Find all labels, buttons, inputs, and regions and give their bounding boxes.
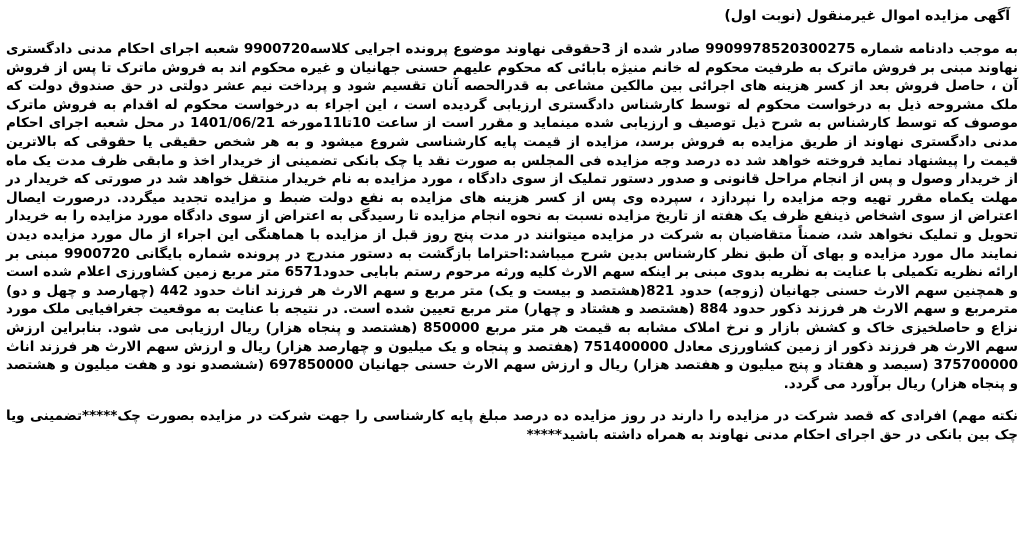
notice-title: آگهی مزایده اموال غیرمنقول (نوبت اول) (724, 8, 1010, 24)
auction-notice (6, 6, 1018, 444)
notice-body: به موجب دادنامه شماره 9909978520300275 صادر شده از 3حقوقی نهاوند موضوع پرونده اجرایی کلاسه9900720 شعبه اجرای احکام مدنی دادگستری نهاوند مبنی بر فروش ماترک به طرفیت محکوم له خانم منیژه بابائی که محکوم علیهم حسنی جهانیان و غیره محکوم اند به فروش ماترک تا پس از فروش آن ، حاصل فروش بعد از کسر هزینه های اجرائی بین مالکین مشاعی به قدرالحصه آنان تقسیم شود و پرداخت نیم عشر دولتی در حق صندوق دولت که ملک مشروحه ذیل به درخواست محکوم له توسط کارشناس دادگستری ارزیابی گردیده است ، این اجراء به درخواست محکوم له اقدام به فروش ماترک موصوف که توسط کارشناس به شرح ذیل توصیف و ارزیابی شده مینماید و مقرر است از ساعت 10تا11مورخه 1401/06/21 در محل شعبه اجرای احکام مدنی دادگستری نهاوند از طریق مزایده به فروش برسد، مزایده از قیمت پایه کارشناسی شروع میشود و به هر شخص حقیقی یا حقوقی که بالاترین قیمت را پیشنهاد نماید فروخته خواهد شد ده درصد وجه مزایده فی المجلس به صورت نقد یا چک بانکی تضمینی از خریدار اخذ و مابقی ظرف مدت یک ماه از خریدار وصول و پس از انجام مراحل قانونی و صدور دستور تملیک از سوی دادگاه ، مورد مزایده به نام خریدار منتقل خواهد شد در صورتی که خریدار در مهلت یکماه مقرر تهیه وجه مزایده را نپردازد ، سپرده وی پس از کسر هزینه های مزایده به نفع دولت ضبط و مزایده تجدید میگردد. درصورت ایصال اعتراض از سوی اشخاص ذینفع ظرف یک هفته از تاریخ مزایده نسبت به نحوه انجام مزایده تا رسیدگی به اعتراض از سوی دادگاه مورد مزایده را به خریدار تحویل و تملیک نخواهد شد، ضمناً متقاضیان به شرکت در مزایده میتوانند در مدت پنج روز قبل از مزایده با هماهنگی این اجراء از مال مورد مزایده دیدن نمایند مال مورد مزایده و بهای آن طبق نظر کارشناس بدین شرح میباشد:احتراما بازگشت به دستور مندرج در پرونده شماره بایگانی 9900720 مبنی بر ارائه نظریه تکمیلی با عنایت به نظریه بدوی مبنی بر اینکه سهم الارث کلیه ورثه مرحوم رستم بابایی حدود6571 متر مربع زمین کشاورزی اعلام شده است و همچنین سهم الارث حسنی جهانیان (زوجه) حدود 821(هشتصد و بیست و یک) متر مربع و سهم الارث هر فرزند اناث حدود 442 (چهارصد و چهل و دو) مترمربع و سهم الارث هر فرزند ذکور حدود 884 (هشتصد و هشتاد و چهار) متر مربع تعیین شده است. در نتیجه با عنایت به موقعیت جغرافیایی ملک مورد نزاع و حاصلخیزی خاک و کشش بازار و نرخ املاک مشابه به قیمت هر متر مربع 850000 (هشتصد و پنجاه هزار) ریال ارزیابی می شود. بنابراین ارزش سهم الارث هر فرزند ذکور از زمین کشاورزی معادل 751400000 (هفتصد و پنجاه و یک میلیون و چهارصد هزار) ریال و ارزش سهم الارث هر فرزند اناث 375700000 (سیصد و هفتاد و پنج میلیون و هفتصد هزار) ریال و ارزش سهم الارث حسنی جهانیان 697850000 (ششصدو نود و هفت میلیون و هشتصد و پنجاه هزار) ریال برآورد می گردد. (6, 41, 1019, 392)
notice-footer: نکته مهم) افرادی که قصد شرکت در مزایده را دارند در روز مزایده ده درصد مبلغ پایه کارشناسی را جهت شرکت در مزایده بصورت چک*****تضمینی ویا چک بین بانکی در حق اجرای احکام مدنی نهاوند به همراه داشته باشید***** (6, 408, 1018, 443)
